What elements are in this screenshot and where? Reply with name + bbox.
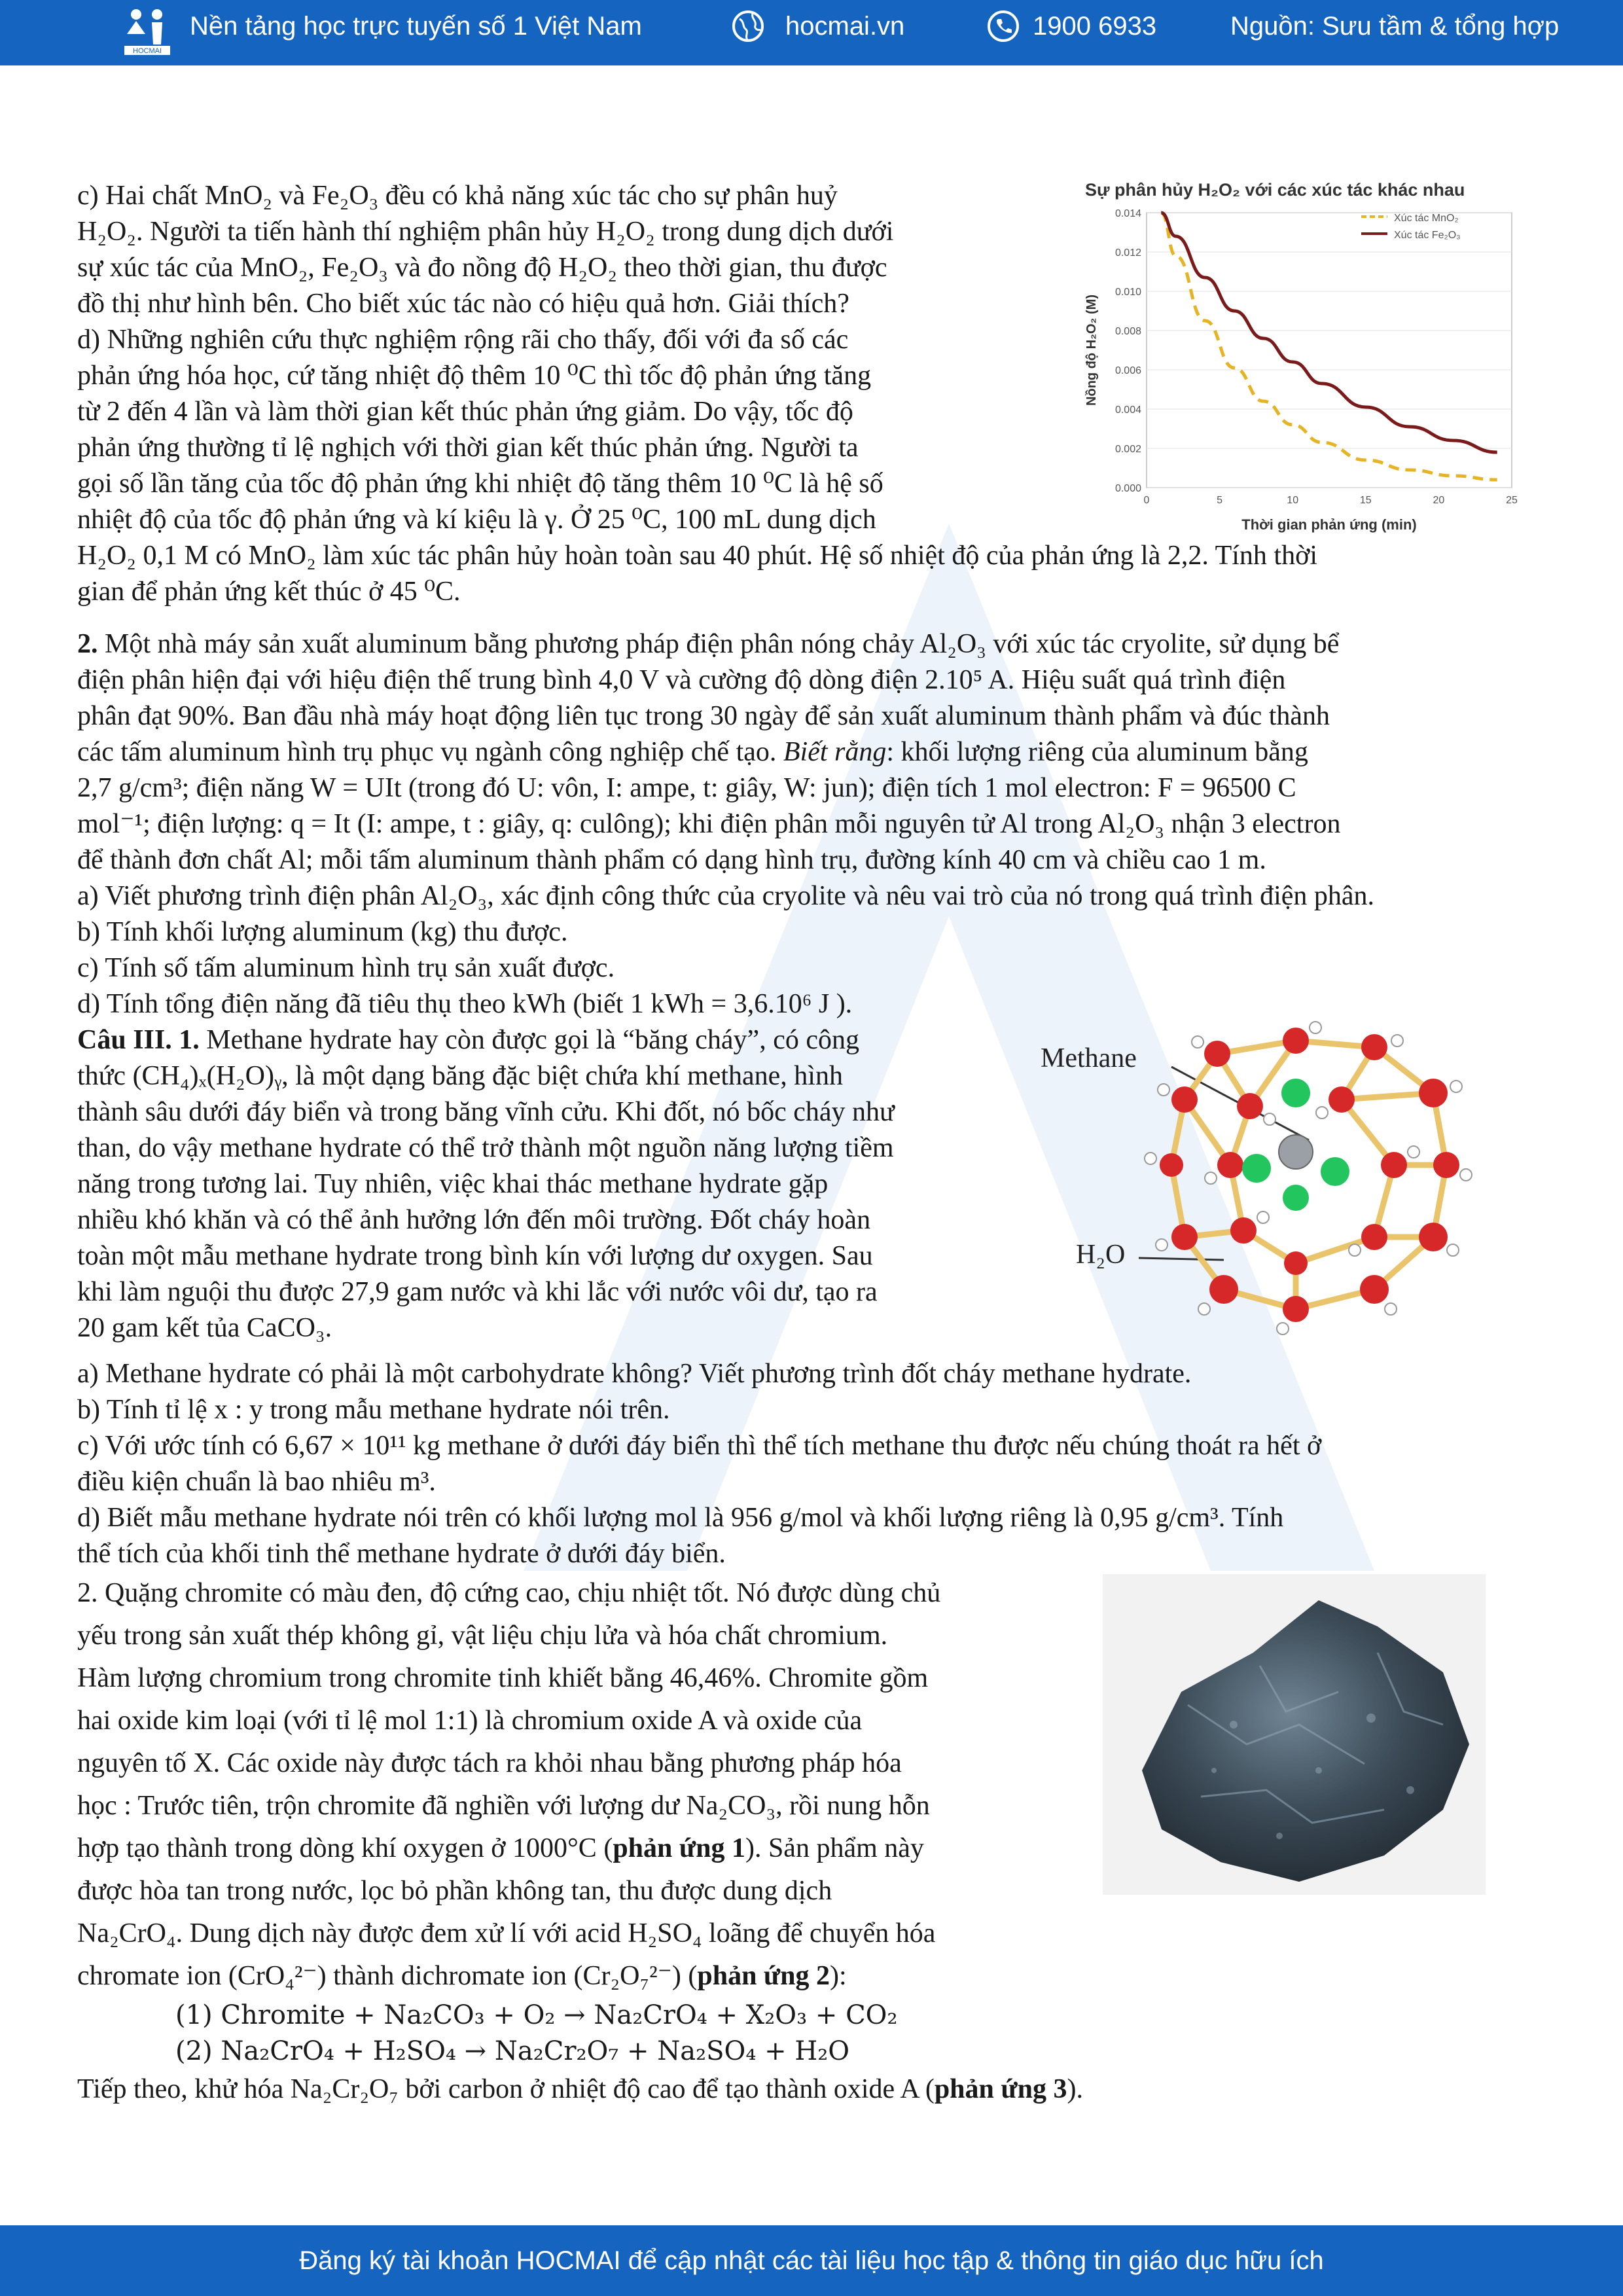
text-line: than, do vậy methane hydrate có thể trở thành một nguồn năng lượng tiềm [77, 1133, 894, 1163]
header-phone[interactable]: 1900 6933 [1033, 12, 1157, 41]
text-line: c) Tính số tấm aluminum hình trụ sản xuất được. [77, 953, 615, 983]
text-line: học : Trước tiên, trộn chromite đã nghiền với lượng dư Na₂CO₃, rồi nung hỗn [77, 1791, 930, 1821]
text-line: năng trong tương lai. Tuy nhiên, việc khai thác methane hydrate gặp [77, 1169, 829, 1199]
text-line: sự xúc tác của MnO₂, Fe₂O₃ và đo nồng độ H₂O₂ theo thời gian, thu được [77, 253, 887, 283]
question-heading: Câu III. 1. [77, 1025, 200, 1055]
text-line: b) Tính khối lượng aluminum (kg) thu được. [77, 917, 568, 947]
text-line: thức (CH₄)ₓ(H₂O)ᵧ, là một dạng băng đặc biệt chứa khí methane, hình [77, 1061, 843, 1091]
text-line: yếu trong sản xuất thép không gỉ, vật liệu chịu lửa và hóa chất chromium. [77, 1621, 888, 1651]
y-tick-label: 0.010 [1115, 287, 1141, 298]
globe-icon [732, 10, 764, 43]
text-line: Tiếp theo, khử hóa Na₂Cr₂O₇ bởi carbon ở nhiệt độ cao để tạo thành oxide A (phản ứng 3). [77, 2074, 1083, 2104]
logo-text: HOCMAI [133, 47, 162, 55]
legend-entry-fe2o3: Xúc tác Fe₂O₃ [1394, 230, 1461, 241]
y-axis-label: Nồng độ H₂O₂ (M) [1084, 295, 1099, 406]
text-line: từ 2 đến 4 lần và làm thời gian kết thúc phản ứng giảm. Do vậy, tốc độ [77, 397, 853, 427]
text-line: được hòa tan trong nước, lọc bỏ phần không tan, thu được dung dịch [77, 1876, 832, 1906]
text-line: khi làm nguội thu được 27,9 gam nước và khi lắc với nước vôi dư, tạo ra [77, 1277, 878, 1307]
text-line: các tấm aluminum hình trụ phục vụ ngành công nghiệp chế tạo. Biết rằng: khối lượng riêng của aluminum bằng [77, 737, 1308, 767]
h2o2-decomposition-chart [1073, 173, 1551, 540]
text-line: thành sâu dưới đáy biển và trong băng vĩnh cửu. Khi đốt, nó bốc cháy như [77, 1097, 895, 1127]
text-line: Câu III. 1. Methane hydrate hay còn được gọi là “băng cháy”, có công [77, 1025, 859, 1055]
text-line: nguyên tố X. Các oxide này được tách ra khỏi nhau bằng phương pháp hóa [77, 1748, 902, 1778]
x-axis-ticks [1144, 495, 1518, 506]
x-tick-label: 5 [1217, 495, 1223, 506]
text-line: gian để phản ứng kết thúc ở 45 ⁰C. [77, 577, 461, 607]
text-line: c) Hai chất MnO₂ và Fe₂O₃ đều có khả năng xúc tác cho sự phân huỷ [77, 181, 838, 211]
text-line: 2. Quặng chromite có màu đen, độ cứng cao, chịu nhiệt tốt. Nó được dùng chủ [77, 1578, 941, 1608]
y-tick-label: 0.008 [1115, 326, 1141, 337]
text-line: a) Methane hydrate có phải là một carbohydrate không? Viết phương trình đốt cháy methane hydrate. [77, 1359, 1192, 1389]
text-line: đồ thị như hình bên. Cho biết xúc tác nào có hiệu quả hơn. Giải thích? [77, 289, 849, 319]
text-line: toàn một mẫu methane hydrate trong bình kín với lượng dư oxygen. Sau [77, 1241, 873, 1271]
header-source: Nguồn: Sưu tầm & tổng hợp [1230, 12, 1560, 41]
bottom-banner[interactable]: Đăng ký tài khoản HOCMAI để cập nhật các tài liệu học tập & thông tin giáo dục hữu ích [0, 2225, 1623, 2296]
x-tick-label: 10 [1287, 495, 1299, 506]
text-line: a) Viết phương trình điện phân Al₂O₃, xác định công thức của cryolite và nêu vai trò của nó trong quá trình điện phân. [77, 881, 1375, 911]
text-line: 2. Một nhà máy sản xuất aluminum bằng phương pháp điện phân nóng chảy Al₂O₃ với xúc tác cryolite, sử dụng bể [77, 629, 1340, 659]
text-line: d) Tính tổng điện năng đã tiêu thụ theo kWh (biết 1 kWh = 3,6.10⁶ J ). [77, 989, 853, 1019]
text-line: H₂O₂ 0,1 M có MnO₂ làm xúc tác phân hủy hoàn toàn sau 40 phút. Hệ số nhiệt độ của phản ứng là 2,2. Tính thời [77, 541, 1317, 571]
x-tick-label: 25 [1506, 495, 1518, 506]
y-tick-label: 0.006 [1115, 365, 1141, 376]
text-line: 2,7 g/cm³; điện năng W = UIt (trong đó U: vôn, I: ampe, t: giây, W: jun); điện tích 1 mol electron: F = 96500 C [77, 773, 1296, 803]
x-axis-label: Thời gian phản ứng (min) [1241, 516, 1417, 533]
text-line: nhiệt độ của tốc độ phản ứng và kí kiệu là γ. Ở 25 ⁰C, 100 mL dung dịch [77, 505, 876, 535]
y-tick-label: 0.004 [1115, 404, 1141, 416]
legend-entry-mno2: Xúc tác MnO₂ [1394, 213, 1459, 224]
chart-title: Sự phân hủy H₂O₂ với các xúc tác khác nhau [1085, 180, 1465, 200]
y-tick-label: 0.014 [1115, 208, 1141, 219]
text-line: mol⁻¹; điện lượng: q = It (I: ampe, t : giây, q: culông); khi điện phân mỗi nguyên tử Al trong Al₂O₃ nhận 3 electron [77, 809, 1341, 839]
phone-icon [987, 10, 1020, 43]
plot-area [1147, 213, 1512, 488]
text-line: để thành đơn chất Al; mỗi tấm aluminum thành phẩm có dạng hình trụ, đường kính 40 cm và chiều cao 1 m. [77, 845, 1266, 875]
text-line: d) Những nghiên cứu thực nghiệm rộng rãi cho thấy, đối với đa số các [77, 325, 849, 355]
y-axis-ticks [1115, 208, 1141, 494]
text-line: thể tích của khối tinh thể methane hydrate ở dưới đáy biển. [77, 1539, 726, 1569]
text-line: nhiều khó khăn và có thể ảnh hưởng lớn đến môi trường. Đốt cháy hoàn [77, 1205, 871, 1235]
methane-hydrate-cage-figure [1034, 1001, 1479, 1342]
y-tick-label: 0.000 [1115, 483, 1141, 494]
text-line: c) Với ước tính có 6,67 × 10¹¹ kg methane ở dưới đáy biển thì thể tích methane thu được nếu chúng thoát ra hết ở [77, 1431, 1322, 1461]
text-line: phản ứng thường tỉ lệ nghịch với thời gian kết thúc phản ứng. Người ta [77, 433, 859, 463]
question-number: 2. [77, 629, 98, 659]
text-line: chromate ion (CrO₄²⁻) thành dichromate ion (Cr₂O₇²⁻) (phản ứng 2): [77, 1961, 847, 1991]
methane-label: Methane [1041, 1043, 1137, 1073]
text-line: H₂O₂. Người ta tiến hành thí nghiệm phân hủy H₂O₂ trong dung dịch dưới [77, 217, 894, 247]
text-line: gọi số lần tăng của tốc độ phản ứng khi nhiệt độ tăng thêm 10 ⁰C là hệ số [77, 469, 883, 499]
y-tick-label: 0.002 [1115, 444, 1141, 455]
text-line: Hàm lượng chromium trong chromite tinh khiết bằng 46,46%. Chromite gồm [77, 1663, 929, 1693]
text-line: Na₂CrO₄. Dung dịch này được đem xử lí với acid H₂SO₄ loãng để chuyển hóa [77, 1918, 936, 1948]
header-website-link[interactable]: hocmai.vn [785, 12, 905, 41]
text-line: hai oxide kim loại (với tỉ lệ mol 1:1) là chromium oxide A và oxide của [77, 1706, 863, 1736]
x-tick-label: 20 [1433, 495, 1445, 506]
y-tick-label: 0.012 [1115, 247, 1141, 259]
text-line: điện phân hiện đại với hiệu điện thế trung bình 4,0 V và cường độ dòng điện 2.10⁵ A. Hiệu suất quá trình điện [77, 665, 1286, 695]
text-line: hợp tạo thành trong dòng khí oxygen ở 1000°C (phản ứng 1). Sản phẩm này [77, 1833, 924, 1863]
water-label: H₂O [1076, 1240, 1126, 1270]
text-line: phản ứng hóa học, cứ tăng nhiệt độ thêm 10 ⁰C thì tốc độ phản ứng tăng [77, 361, 872, 391]
header-tagline: Nền tảng học trực tuyến số 1 Việt Nam [190, 12, 642, 41]
text-line: 20 gam kết tủa CaCO₃. [77, 1313, 332, 1343]
text-line: điều kiện chuẩn là bao nhiêu m³. [77, 1467, 436, 1497]
chromite-ore-photo [1103, 1574, 1486, 1895]
text-line: b) Tính tỉ lệ x : y trong mẫu methane hydrate nói trên. [77, 1395, 670, 1425]
x-tick-label: 0 [1143, 495, 1150, 506]
reaction-2: (2) Na₂CrO₄ + H₂SO₄ → Na₂Cr₂O₇ + Na₂SO₄ + H₂O [175, 2036, 850, 2066]
reaction-1: (1) Chromite + Na₂CO₃ + O₂ → Na₂CrO₄ + X₂O₃ + CO₂ [175, 2000, 898, 2030]
x-tick-label: 15 [1359, 495, 1372, 506]
top-banner [0, 0, 1623, 65]
hocmai-logo-icon[interactable] [118, 5, 180, 58]
text-line: phân đạt 90%. Ban đầu nhà máy hoạt động liên tục trong 30 ngày để sản xuất aluminum thành phẩm và đúc thành [77, 701, 1330, 731]
text-line: d) Biết mẫu methane hydrate nói trên có khối lượng mol là 956 g/mol và khối lượng riêng là 0,95 g/cm³. Tính [77, 1503, 1284, 1533]
